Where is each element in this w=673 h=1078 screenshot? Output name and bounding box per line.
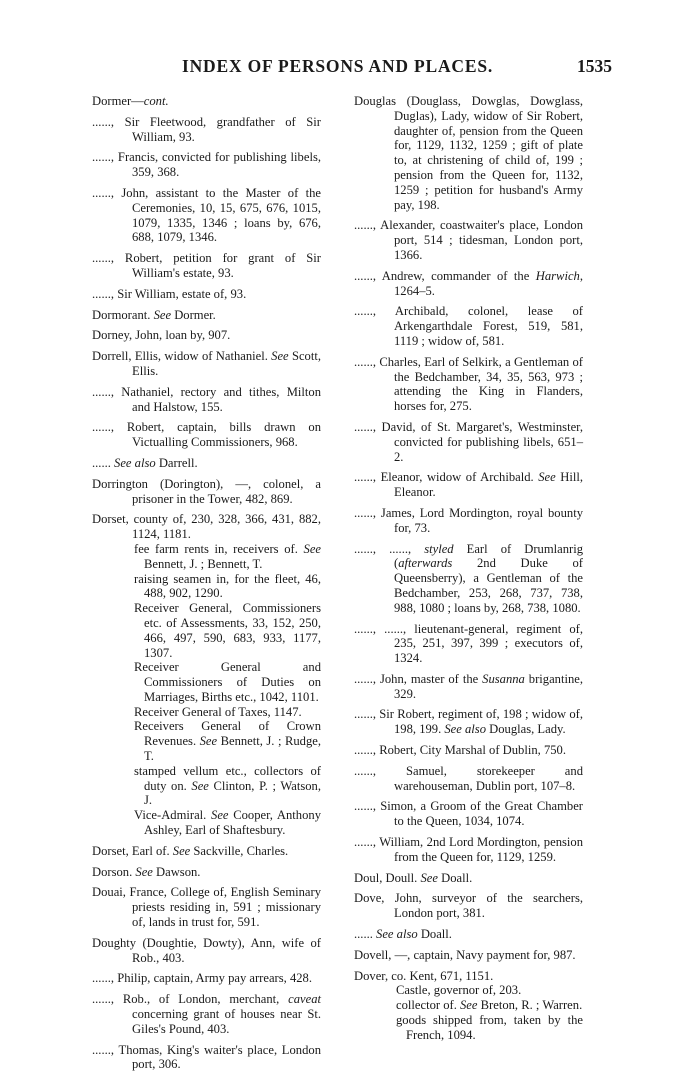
index-entry: ......, Alexander, coastwaiter's place, London port, 514 ; tidesman, London port, 1366.	[354, 218, 583, 262]
index-entry: Dorney, John, loan by, 907.	[92, 328, 231, 343]
index-entry: ......, Charles, Earl of Selkirk, a Gentleman of the Bedchamber, 34, 35, 563, 973 ; attending the King in Flanders, horses for, 275.	[354, 354, 583, 414]
index-entry: ......, Robert, petition for grant of Sir William's estate, 93.	[92, 251, 321, 280]
index-entry: ......, Rob., of London, merchant, caveat concerning grant of houses near St. Giles's Pound, 403.	[92, 992, 321, 1036]
index-entry: ......, David, of St. Margaret's, Westminster, convicted for publishing libels, 651–2.	[354, 419, 583, 464]
index-subentry: goods shipped from, taken by the French, 1094.	[396, 1013, 583, 1042]
index-entry: ......, Archibald, colonel, lease of Arkengarthdale Forest, 519, 581, 1119 ; widow of, 581.	[354, 304, 583, 348]
index-entry: ......, Sir Fleetwood, grandfather of Sir William, 93.	[92, 114, 321, 144]
index-entry: Douai, France, College of, English Seminary priests residing in, 591 ; missionary of, lands in trust for, 591.	[92, 885, 321, 930]
index-entry: Doughty (Doughtie, Dowty), Ann, wife of Rob., 403.	[92, 935, 321, 965]
index-entry: ......, Philip, captain, Army pay arrears, 428.	[92, 971, 312, 986]
right-column	[354, 94, 583, 1049]
index-entry: Dorrington (Dorington), —, colonel, a prisoner in the Tower, 482, 869.	[92, 476, 321, 506]
index-subentry: raising seamen in, for the fleet, 46, 488, 902, 1290.	[134, 571, 321, 601]
index-subentry: Receiver General, Commissioners etc. of Assessments, 33, 152, 250, 466, 497, 590, 683, 933, 1177, 1307.	[134, 601, 321, 660]
index-entry: ......, Francis, convicted for publishing libels, 359, 368.	[92, 150, 321, 180]
index-entry: ......, Robert, City Marshal of Dublin, 750.	[354, 743, 566, 758]
index-subentry: Receivers General of Crown Revenues. See Bennett, J. ; Rudge, T.	[134, 719, 321, 764]
index-entry: ......, Andrew, commander of the Harwich, 1264–5.	[354, 268, 583, 298]
index-subentry: stamped vellum etc., collectors of duty on. See Clinton, P. ; Watson, J.	[134, 763, 321, 808]
index-subentry: Receiver General and Commissioners of Duties on Marriages, Births etc., 1042, 1101.	[134, 660, 321, 704]
index-subentry: Receiver General of Taxes, 1147.	[134, 704, 302, 719]
index-subentry: collector of. See Breton, R. ; Warren.	[396, 998, 583, 1013]
index-entry: ......, William, 2nd Lord Mordington, pension from the Queen for, 1129, 1259.	[354, 835, 583, 864]
index-entry: Dorset, Earl of. See Sackville, Charles.	[92, 843, 289, 858]
index-entry: ...... See also Doall.	[354, 927, 452, 942]
index-entry: ......, James, Lord Mordington, royal bounty for, 73.	[354, 505, 583, 535]
index-entry: ......, Eleanor, widow of Archibald. See Hill, Eleanor.	[354, 470, 584, 500]
index-entry: ......, ......, styled Earl of Drumlanrig (afterwards 2nd Duke of Queensberry), a Gentleman of the Bedchamber, 253, 268, 737, 738, 988, 1080 ; loans by, 268, 738, 1080.	[354, 541, 583, 615]
page-number: 1535	[577, 56, 612, 76]
index-entry: ......, Thomas, King's waiter's place, London port, 306.	[92, 1042, 321, 1072]
index-entry: ......, Samuel, storekeeper and warehouseman, Dublin port, 107–8.	[354, 763, 583, 793]
index-subentry: Vice-Admiral. See Cooper, Anthony Ashley, Earl of Shaftesbury.	[134, 808, 321, 838]
index-entry: ......, Nathaniel, rectory and tithes, Milton and Halstow, 155.	[92, 384, 321, 414]
index-entry: Dormorant. See Dormer.	[92, 307, 216, 322]
index-entry: ......, John, assistant to the Master of the Ceremonies, 10, 15, 675, 676, 1015, 1079, 1335, 1346 ; loans by, 676, 688, 1079, 1346.	[92, 185, 321, 245]
index-entry: Dormer—cont.	[92, 94, 169, 108]
index-entry: ...... See also Darrell.	[92, 455, 198, 470]
running-title: INDEX OF PERSONS AND PLACES.	[182, 56, 494, 76]
left-column	[92, 94, 321, 1078]
index-entry: Dorrell, Ellis, widow of Nathaniel. See Scott, Ellis.	[92, 349, 322, 378]
index-entry: ......, Sir Robert, regiment of, 198 ; widow of, 198, 199. See also Douglas, Lady.	[354, 707, 583, 737]
index-subentry: Castle, governor of, 203.	[396, 983, 522, 998]
index-entry: Dorset, county of, 230, 328, 366, 431, 882, 1124, 1181.	[92, 512, 321, 542]
index-subentry: fee farm rents in, receivers of. See Bennett, J. ; Bennett, T.	[134, 541, 321, 571]
page-header	[92, 56, 612, 80]
index-entry: ......, Sir William, estate of, 93.	[92, 286, 247, 301]
index-entry: ......, Simon, a Groom of the Great Chamber to the Queen, 1034, 1074.	[354, 799, 583, 829]
index-entry: ......, ......, lieutenant-general, regiment of, 235, 251, 397, 399 ; executors of, 1324.	[354, 621, 583, 666]
index-entry: ......, John, master of the Susanna brigantine, 329.	[354, 671, 583, 701]
index-entry: Dove, John, surveyor of the searchers, London port, 381.	[354, 891, 583, 921]
index-entry: Dorson. See Dawson.	[92, 864, 201, 879]
index-entry: Douglas (Douglass, Dowglas, Dowglass, Duglas), Lady, widow of Sir Robert, daughter of, pension from the Queen for, 1129, 1132, 1259 ; gift of plate to, at christening of child of, 199 ; pension from the Queen for, 1132, 1259 ; petition for husband's Army pay, 198.	[354, 94, 583, 212]
index-entry: Dovell, —, captain, Navy payment for, 987.	[354, 947, 576, 962]
index-entry: ......, Robert, captain, bills drawn on Victualling Commissioners, 968.	[92, 420, 321, 450]
index-entry: Doul, Doull. See Doall.	[354, 870, 473, 885]
index-entry: Dover, co. Kent, 671, 1151.	[354, 968, 494, 983]
